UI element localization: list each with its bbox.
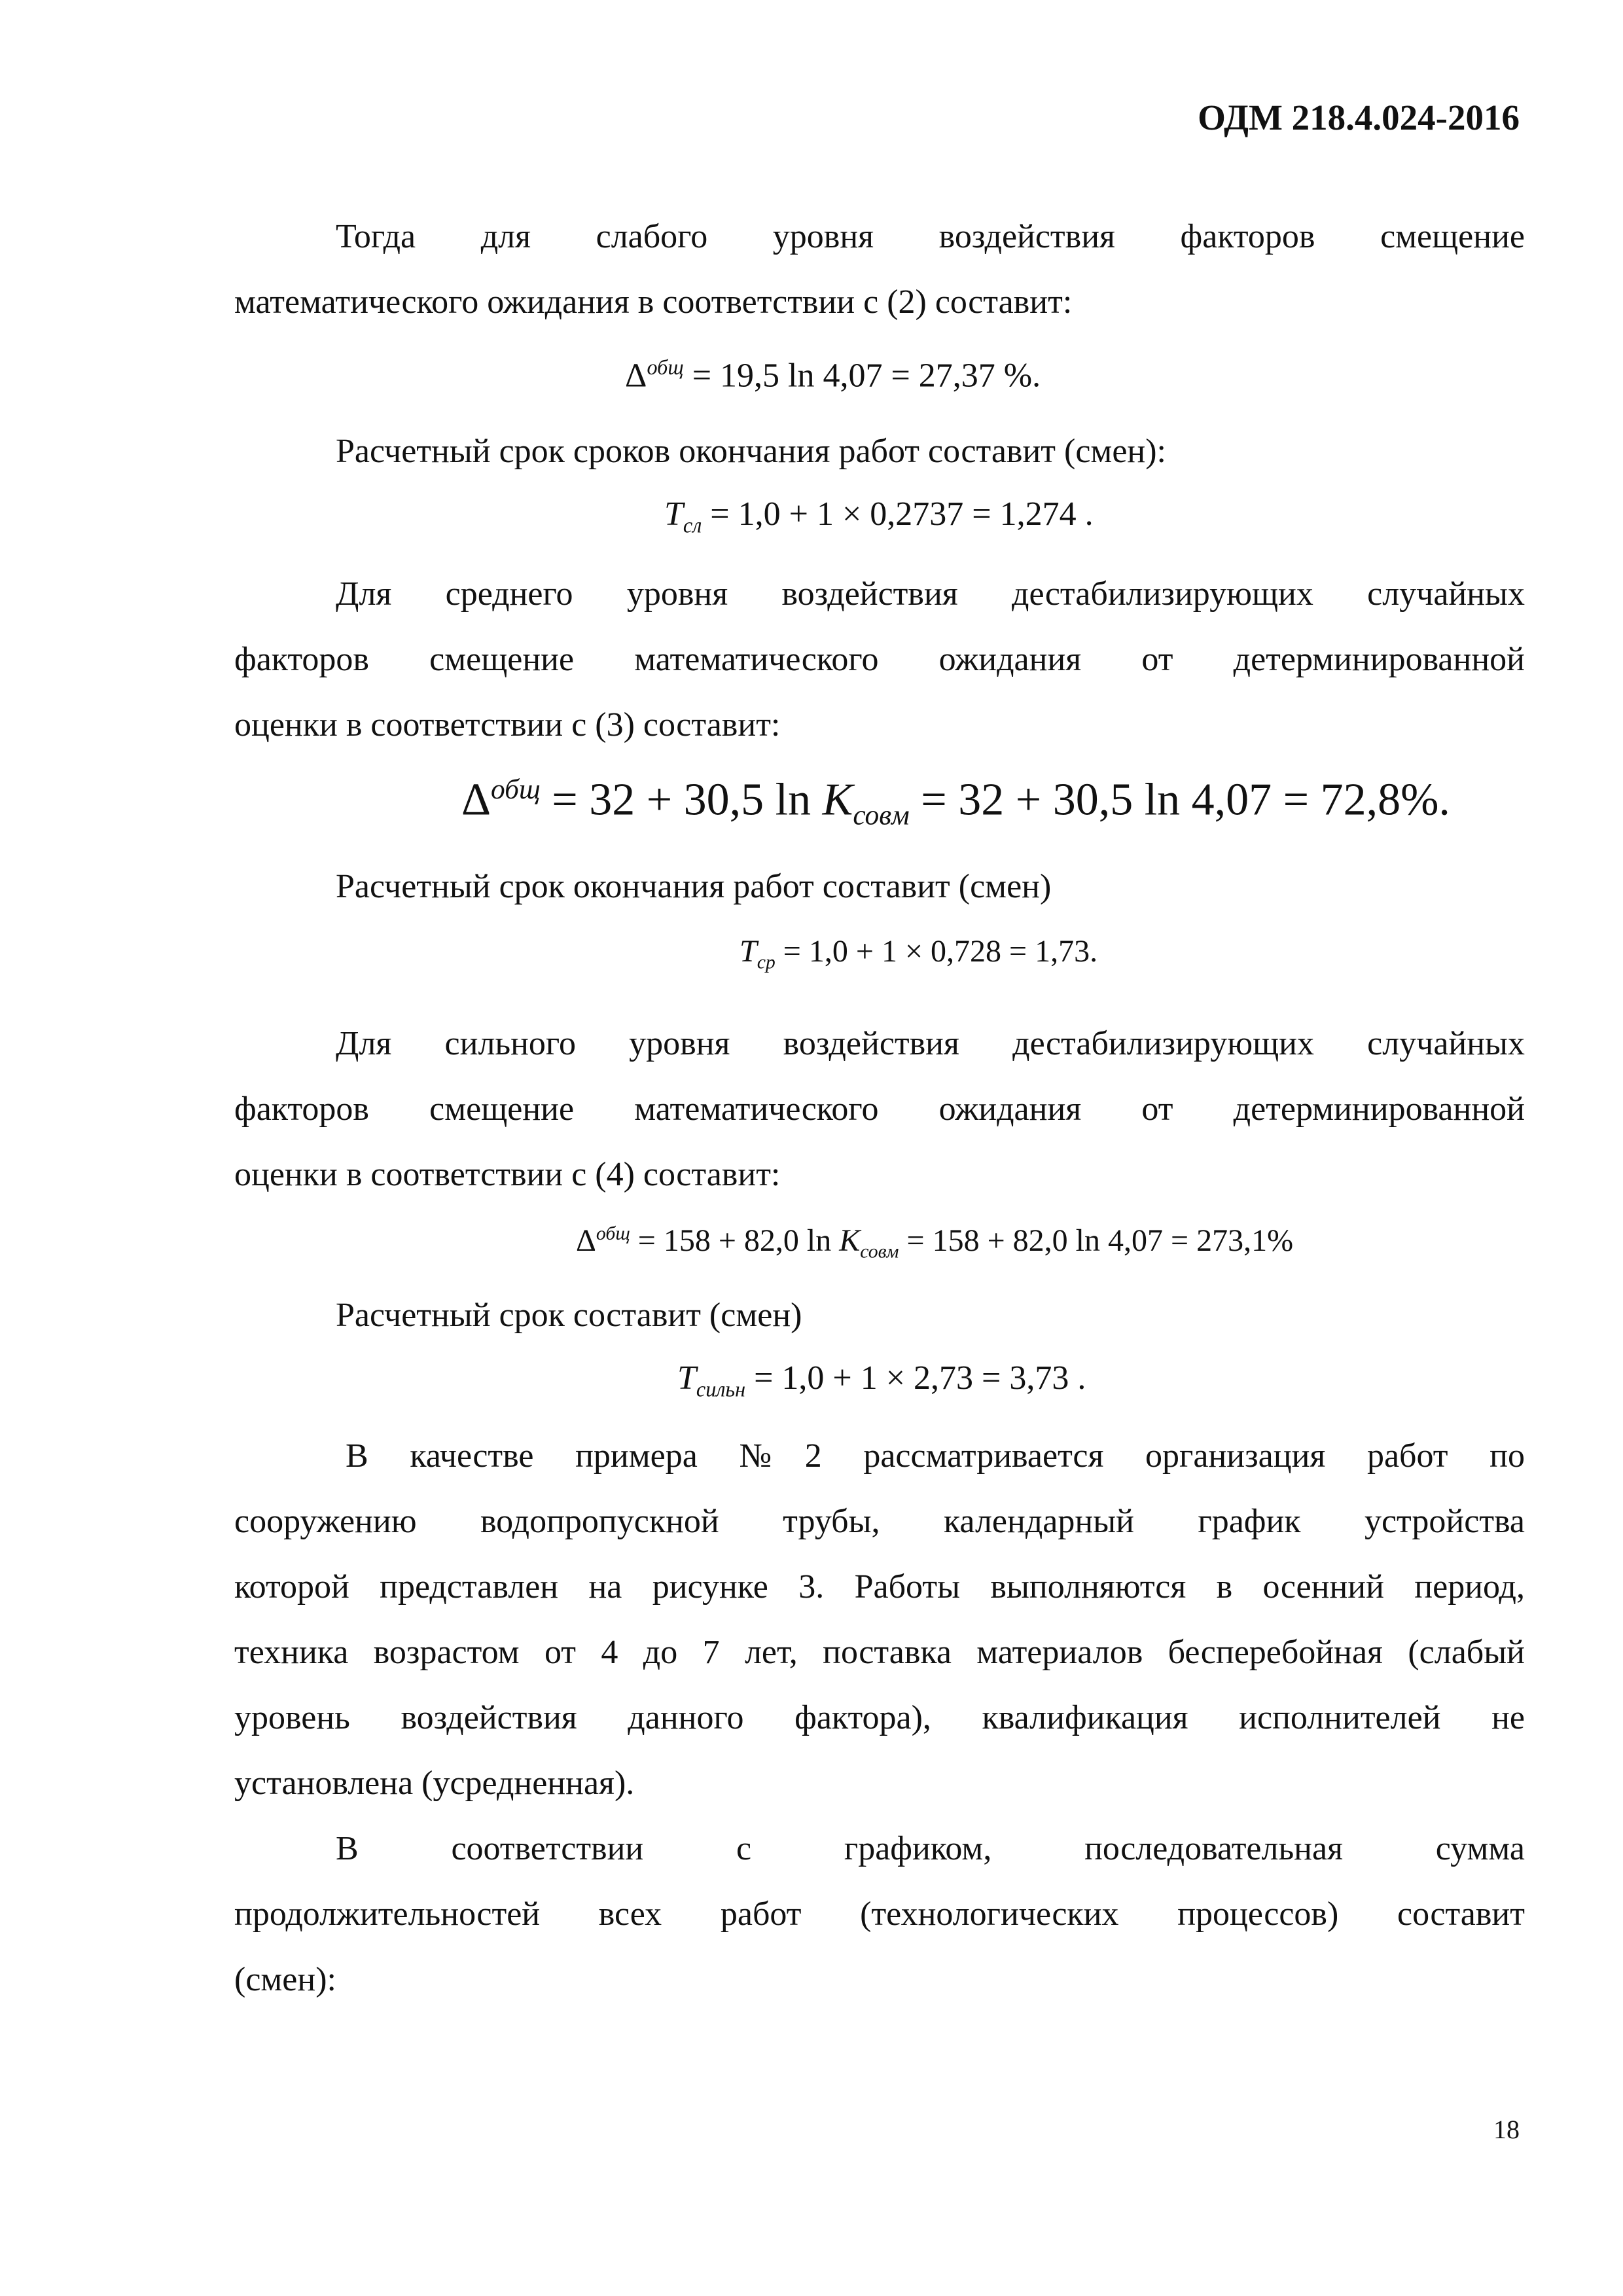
- paragraph-line: которой представлен на рисунке 3. Работы выполняются в осенний период,: [234, 1568, 1525, 1605]
- equation-subscript: ср: [757, 951, 776, 973]
- paragraph-line: В качестве примера №2 рассматривается организация работ по: [346, 1437, 1525, 1475]
- equation-t-strong: [677, 1361, 1086, 1400]
- paragraph-line: факторов смещение математического ожидания от детерминированной: [234, 641, 1525, 678]
- paragraph-line-block: [234, 1882, 1525, 1947]
- paragraph-line: В соответствии с графиком, последовательная сумма: [336, 1830, 1525, 1867]
- equation-symbol: Δ: [461, 774, 491, 825]
- equation-rhs-part: = 32 + 30,5 ln: [540, 774, 823, 825]
- paragraph-line: оценки в соответствии с (4) составит:: [234, 1156, 781, 1193]
- equation-delta-medium: [461, 776, 1450, 830]
- equation-symbol: T: [740, 934, 757, 969]
- equation-superscript: общ: [491, 774, 541, 805]
- paragraph-line-block: [234, 1077, 1525, 1142]
- paragraph-line-block: [234, 627, 1525, 692]
- equation-rhs: = 1,0 + 1 × 0,2737 = 1,274 .: [702, 495, 1094, 533]
- equation-k-symbol: K: [822, 774, 853, 825]
- paragraph-line: математического ожидания в соответствии с (2) составит:: [234, 283, 1073, 321]
- page-number: 18: [1493, 2115, 1520, 2144]
- equation-rhs-part: = 158 + 82,0 ln 4,07 = 273,1%: [899, 1223, 1294, 1258]
- paragraph-line-block: [234, 1751, 1525, 1816]
- document-code-header: ОДМ 218.4.024-2016: [1198, 98, 1520, 137]
- paragraph-line: Расчетный срок составит (смен): [336, 1297, 802, 1334]
- paragraph-line-block: [234, 1489, 1525, 1554]
- equation-symbol: T: [677, 1359, 696, 1397]
- paragraph-line: (смен):: [234, 1961, 336, 1998]
- paragraph-line: продолжительностей всех работ (технологических процессов) составит: [234, 1895, 1525, 1933]
- equation-k-subscript: совм: [860, 1240, 899, 1263]
- paragraph-line: факторов смещение математического ожидания от детерминированной: [234, 1090, 1525, 1128]
- paragraph-line: установлена (усредненная).: [234, 1765, 635, 1802]
- equation-rhs-part: = 32 + 30,5 ln 4,07 = 72,8%.: [909, 774, 1450, 825]
- paragraph-schedule-sum: [234, 1816, 1525, 1882]
- paragraph-line: Для сильного уровня воздействия дестабилизирующих случайных: [336, 1025, 1525, 1062]
- paragraph-example-2: [234, 1424, 1525, 1489]
- equation-rhs: = 1,0 + 1 × 2,73 = 3,73 .: [745, 1359, 1086, 1397]
- paragraph-weak-level: [234, 204, 1525, 270]
- equation-delta-strong: [576, 1224, 1293, 1261]
- paragraph-line: техника возрастом от 4 до 7 лет, поставка материалов бесперебойная (слабый: [234, 1634, 1525, 1671]
- paragraph-line: Для среднего уровня воздействия дестабилизирующих случайных: [336, 575, 1525, 613]
- equation-symbol: Δ: [625, 357, 647, 395]
- equation-delta-weak: [625, 357, 1041, 393]
- equation-k-symbol: K: [839, 1223, 861, 1258]
- equation-symbol: Δ: [576, 1223, 596, 1258]
- equation-superscript: общ: [596, 1223, 630, 1244]
- paragraph-strong-term: [234, 1283, 1525, 1348]
- paragraph-line-block: [234, 1620, 1525, 1685]
- equation-subscript: сильн: [696, 1377, 746, 1401]
- equation-k-subscript: совм: [853, 799, 910, 831]
- paragraph-line: Тогда для слабого уровня воздействия факторов смещение: [336, 218, 1525, 255]
- paragraph-line-block: [234, 1554, 1525, 1620]
- paragraph-line: сооружению водопропускной трубы, календарный график устройства: [234, 1503, 1525, 1540]
- paragraph-line-block: [234, 1685, 1525, 1751]
- equation-rhs-part: = 158 + 82,0 ln: [630, 1223, 840, 1258]
- equation-symbol: T: [664, 495, 683, 533]
- equation-rhs: = 1,0 + 1 × 0,728 = 1,73.: [775, 934, 1098, 969]
- paragraph-medium-term: [234, 854, 1525, 920]
- paragraph-medium-level: [234, 562, 1525, 627]
- paragraph-line: оценки в соответствии с (3) составит:: [234, 706, 781, 744]
- paragraph-strong-level: [234, 1011, 1525, 1077]
- paragraph-line: Расчетный срок окончания работ составит (смен): [336, 868, 1052, 905]
- equation-superscript: общ: [647, 355, 684, 379]
- paragraph-line-block: [234, 692, 1525, 758]
- paragraph-line-block: [234, 1142, 1525, 1208]
- paragraph-line-block: [234, 1947, 1525, 2013]
- paragraph-line: Расчетный срок сроков окончания работ составит (смен):: [336, 433, 1166, 470]
- equation-t-weak: [664, 497, 1094, 536]
- equation-subscript: сл: [683, 513, 702, 537]
- equation-rhs: = 19,5 ln 4,07 = 27,37 %.: [683, 357, 1041, 395]
- equation-t-medium: [740, 936, 1097, 972]
- paragraph-line-block: [234, 270, 1525, 335]
- paragraph-line: уровень воздействия данного фактора), квалификация исполнителей не: [234, 1699, 1525, 1736]
- paragraph-weak-term: [234, 419, 1525, 484]
